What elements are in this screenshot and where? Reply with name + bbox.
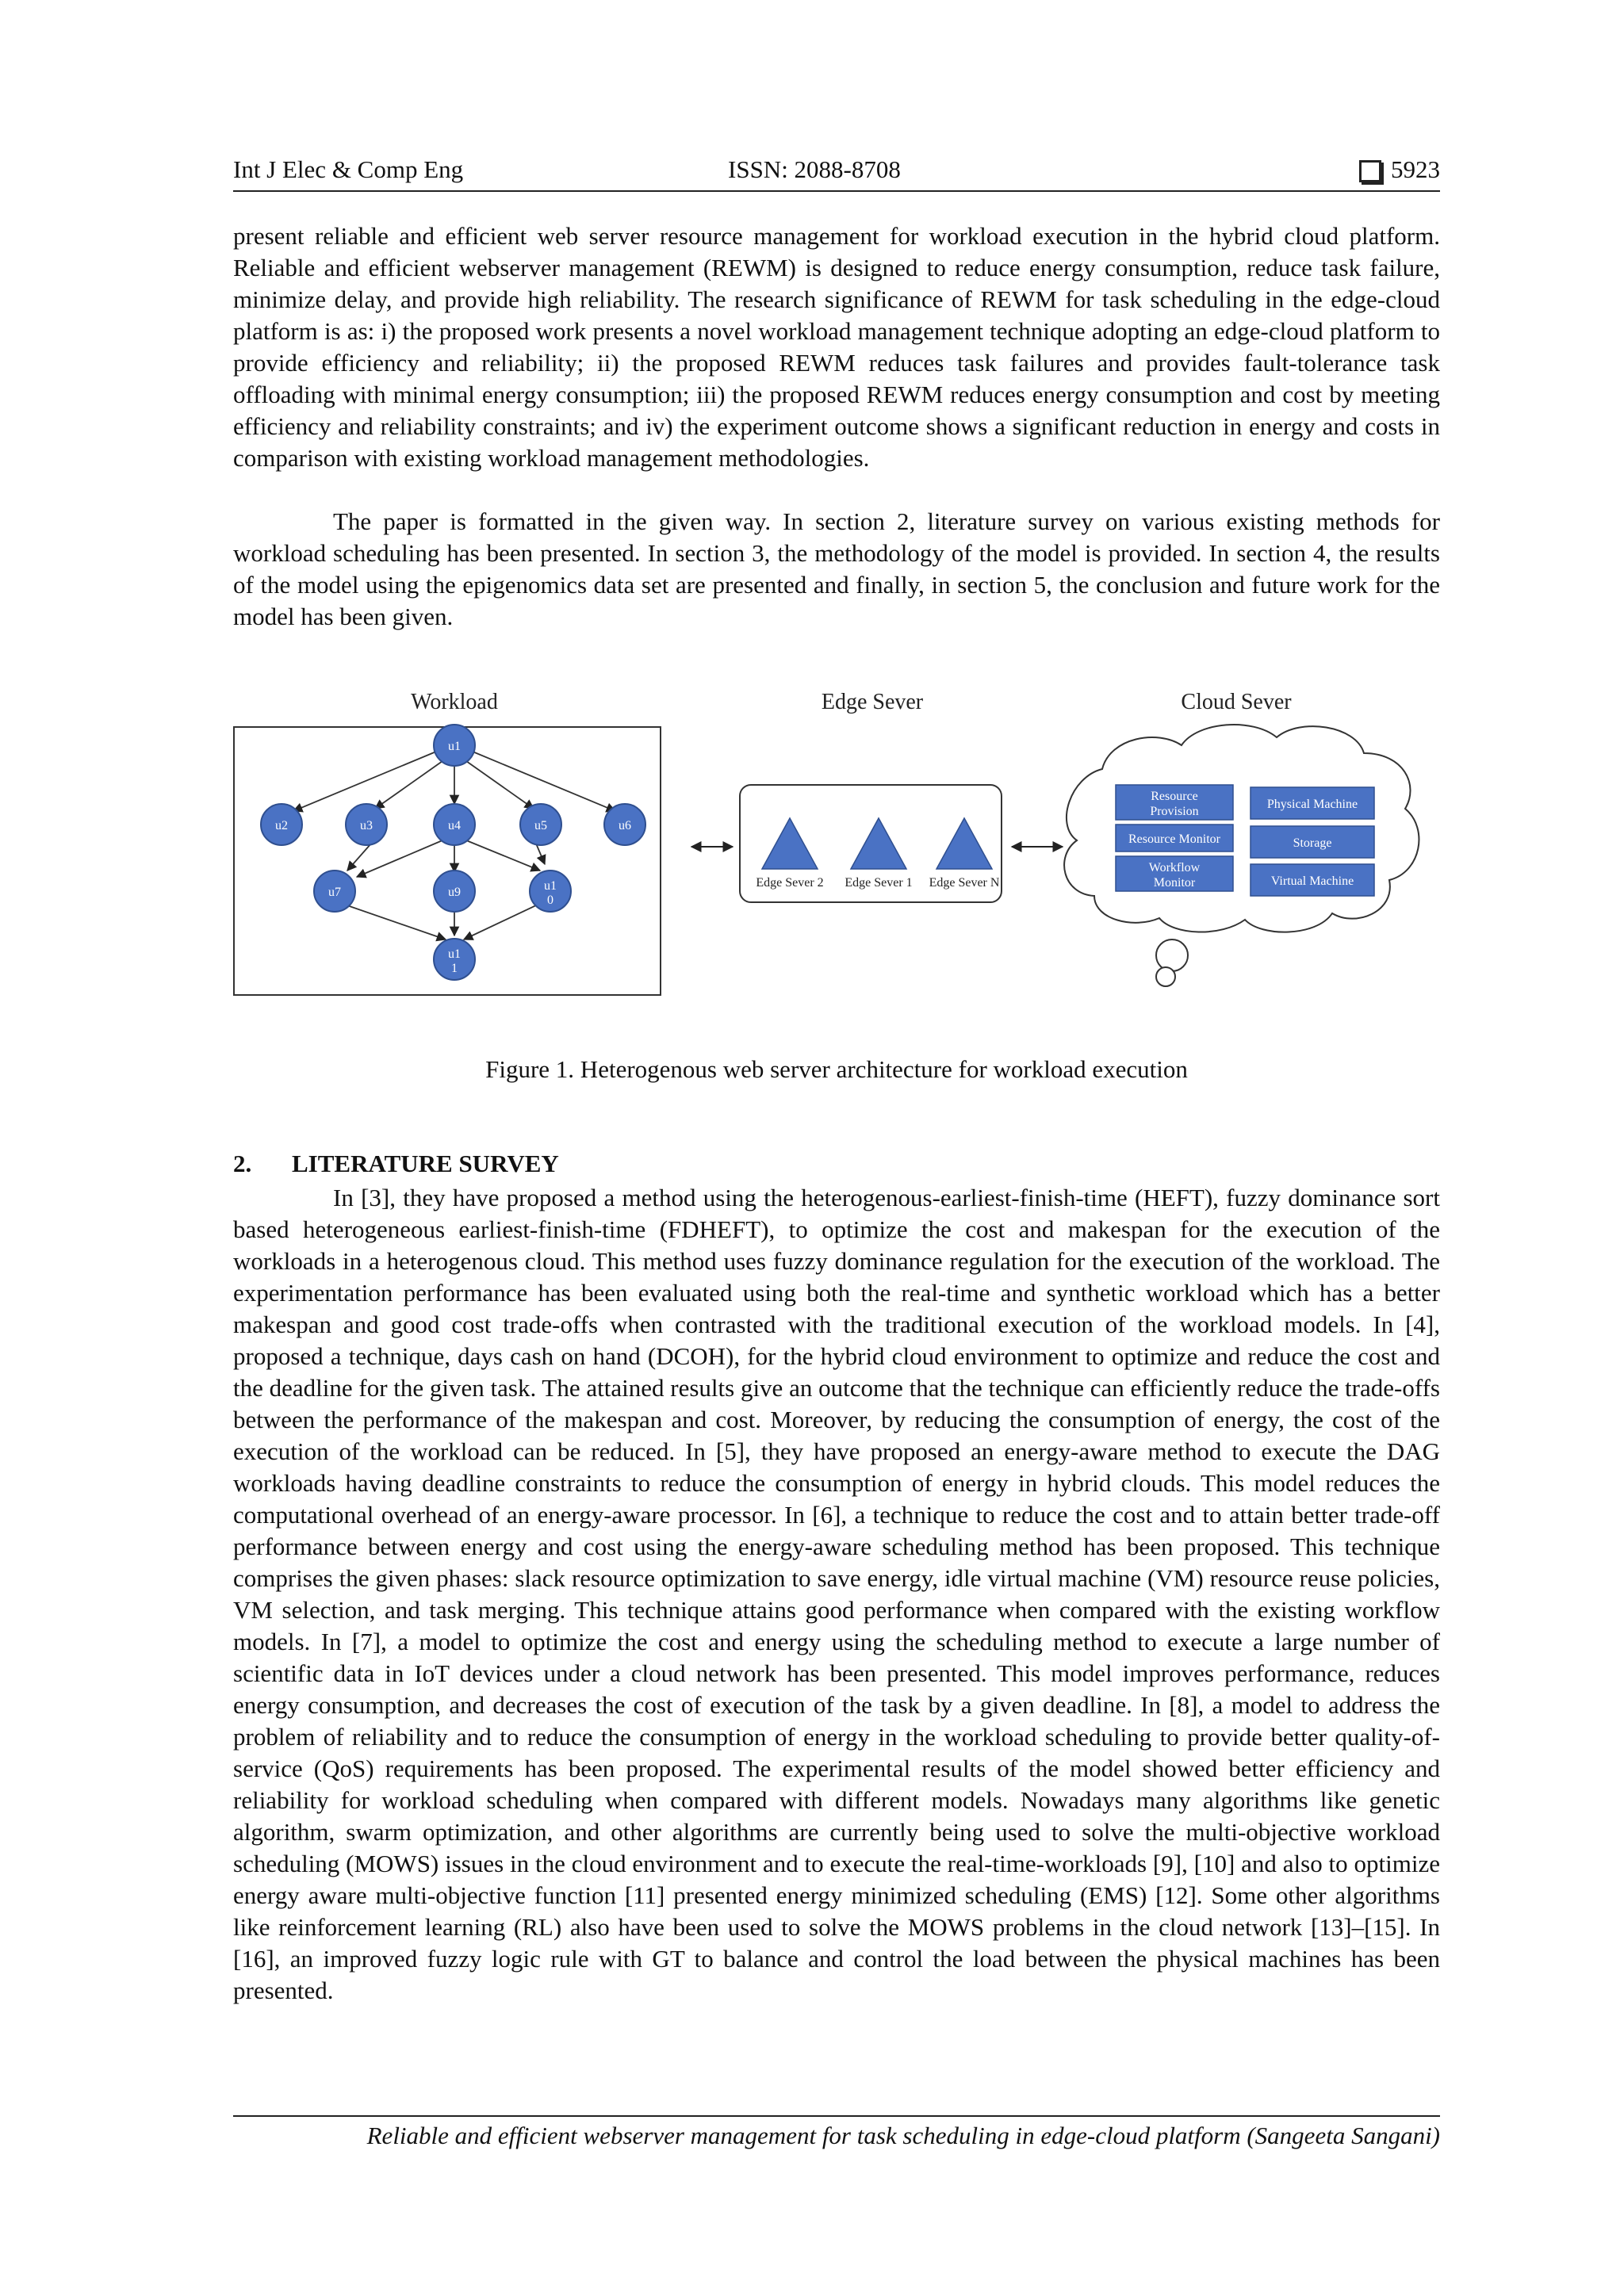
node-label-u5: u5 (534, 819, 547, 832)
node-label-u2: u2 (275, 819, 288, 832)
node-label-u7: u7 (328, 886, 341, 899)
section-title: LITERATURE SURVEY (292, 1150, 559, 1177)
storage-label: Storage (1293, 836, 1332, 850)
node-label-u10-line1: u1 (544, 879, 557, 893)
resource-monitor-label: Resource Monitor (1128, 832, 1220, 846)
node-label-u6: u6 (619, 819, 631, 832)
node-label-u4: u4 (448, 819, 461, 832)
figure-caption: Figure 1. Heterogenous web server architecture for workload execution (485, 1055, 1188, 1083)
cloud-server-label: Cloud Sever (1181, 690, 1292, 714)
resource-provision-line2: Provision (1150, 805, 1199, 818)
edge-server-2-label: Edge Sever 2 (756, 876, 824, 890)
resource-provision-line1: Resource (1151, 790, 1198, 803)
figure-architecture-diagram (230, 682, 1435, 1031)
workflow-monitor-line1: Workflow (1148, 861, 1201, 874)
issn: ISSN: 2088-8708 (728, 155, 901, 183)
edge-server-label: Edge Sever (821, 690, 924, 714)
node-label-u1: u1 (448, 740, 461, 753)
body-paragraph-1: present reliable and efficient web server resource management for workload execution in the hybrid cloud platform. Reliable and efficient webserver management (REWM) is designed to reduce energy consumption, reduce task failure, minimize delay, and provide high reliability. The research significance of REWM for task scheduling in the edge-cloud platform is as: i) the proposed work presents a novel workload management technique adopting an edge-cloud platform to provide efficiency and reliability; ii) the proposed REWM reduces task failures and provides fault-tolerance task offloading with minimal energy consumption; iii) the proposed REWM reduces energy consumption and cost by meeting efficiency and reliability constraints; and iv) the experiment outcome shows a significant reduction in energy and costs in comparison with existing workload management methodologies. (233, 222, 1440, 472)
node-label-u11-line1: u1 (448, 947, 461, 961)
page-footer: Reliable and efficient webserver management for task scheduling in edge-cloud platform (Sangeeta Sangani) (233, 2115, 1440, 2150)
page-header (233, 152, 1440, 192)
checkbox-square-icon (1359, 160, 1381, 182)
body-paragraph-2: The paper is formatted in the given way. In section 2, literature survey on various existing methods for workload scheduling has been presented. In section 3, the methodology of the model is provided. In section 4, the results of the model using the epigenomics data set are presented and finally, in section 5, the conclusion and future work for the model has been given. (233, 507, 1440, 630)
edge-server-n-label: Edge Sever N (929, 876, 1000, 890)
workload-label: Workload (411, 690, 498, 714)
section-number: 2. (233, 1150, 252, 1177)
physical-machine-label: Physical Machine (1266, 798, 1358, 811)
literature-survey-paragraph: In [3], they have proposed a method using the heterogenous-earliest-finish-time (HEFT), fuzzy dominance sort based heterogeneous earliest-finish-time (FDHEFT), to optimize the cost and makespan for the execution of the workloads in a heterogenous cloud. This method uses fuzzy dominance regulation for the execution of the workload. The experimentation performance has been evaluated using both the real-time and synthetic workload which has a better makespan and good cost trade-offs when contrasted with the traditional execution of the workload models. In [4], proposed a technique, days cash on hand (DCOH), for the hybrid cloud environment to optimize and reduce the cost and the deadline for the given task. The attained results give an outcome that the technique can efficiently reduce the trade-offs between the performance of the makespan and cost. Moreover, by reducing the consumption of energy, the cost of the execution of the workload can be reduced. In [5], they have proposed an energy-aware method to execute the DAG workloads having deadline constraints to reduce the consumption of energy in hybrid clouds. This model reduces the computational overhead of an energy-aware processor. In [6], a technique to reduce the cost and to attain better trade-off performance between energy and cost using the energy-aware scheduling method has been proposed. This technique comprises the given phases: slack resource optimization to save energy, idle virtual machine (VM) resource reuse policies, VM selection, and task merging. This technique attains good performance when compared with the existing workflow models. In [7], a model to optimize the cost and energy using the scheduling method to execute a large number of scientific data in IoT devices under a cloud network has been presented. This model improves performance, reduces energy consumption, and decreases the cost of execution of the task by a given deadline. In [8], a model to address the problem of reliability and to reduce the consumption of energy in the workload scheduling to provide better quality-of-service (QoS) requirements has been proposed. The experimental results of the model showed better efficiency and reliability for workload scheduling when compared with different models. Nowadays many algorithms like genetic algorithm, swarm optimization, and other algorithms are currently being used to solve the multi-objective workload scheduling (MOWS) issues in the cloud environment and to execute the real-time-workloads [9], [10] and also to optimize energy aware multi-objective function [11] presented energy minimized scheduling (EMS) [12]. Some other algorithms like reinforcement learning (RL) also have been used to solve the MOWS problems in the cloud network [13]–[15]. In [16], an improved fuzzy logic rule with GT to balance and control the load between the physical machines has been presented. (233, 1184, 1440, 2004)
cloud-bubble-large (1156, 939, 1188, 971)
node-label-u10-line2: 0 (547, 894, 553, 907)
node-label-u11-line2: 1 (451, 962, 458, 975)
node-label-u3: u3 (360, 819, 373, 832)
cloud-bubble-small (1156, 967, 1175, 986)
page-number: 5923 (1391, 155, 1440, 183)
node-label-u9: u9 (448, 886, 461, 899)
virtual-machine-label: Virtual Machine (1270, 874, 1354, 888)
section-heading (233, 1150, 559, 1178)
edge-server-1-label: Edge Sever 1 (845, 876, 913, 890)
journal-name: Int J Elec & Comp Eng (233, 155, 464, 183)
workflow-monitor-line2: Monitor (1153, 876, 1196, 890)
